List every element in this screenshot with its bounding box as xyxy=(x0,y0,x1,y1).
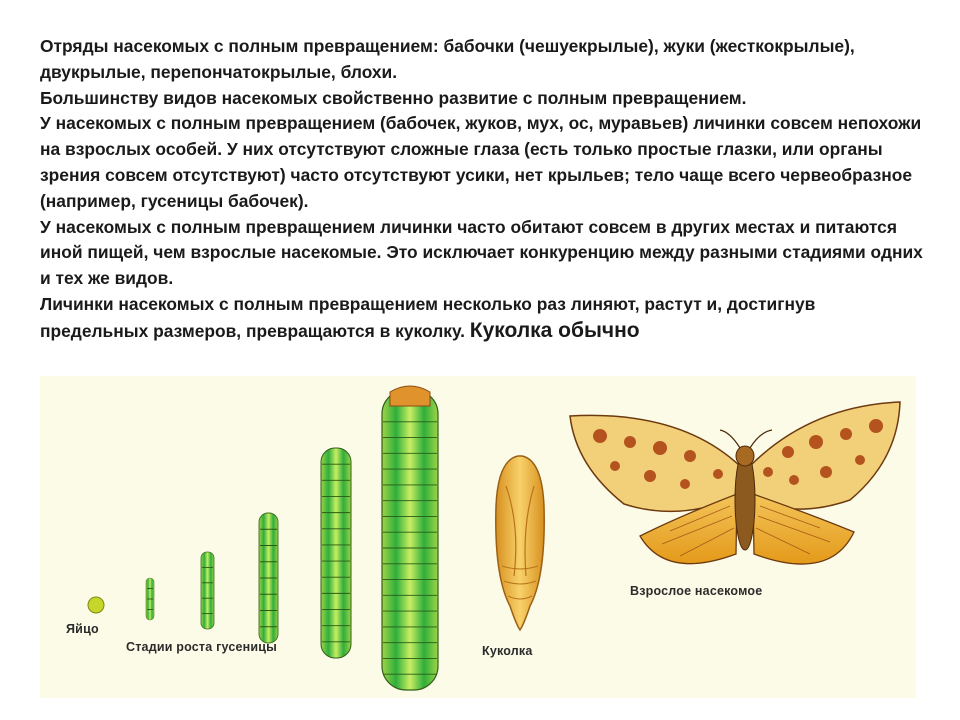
paragraph-habitat: У насекомых с полным превращением личинки часто обитают совсем в других местах и питаются иной пищей, чем взрослые насекомые. Это исключает конкуренцию между разными стадиями одних и тех же видов. xyxy=(40,216,923,289)
paragraph-pupa-main: Личинки насекомых с полным превращением несколько раз линяют, растут и, достигнув предельных размеров, превращаются в куколку. xyxy=(40,293,816,341)
metamorphosis-figure xyxy=(40,376,916,698)
slide-text xyxy=(40,34,925,345)
paragraph-larvae: У насекомых с полным превращением (бабочек, жуков, мух, ос, муравьев) личинки совсем непохожи на взрослых особей. У них отсутствуют сложные глаза (есть только простые глазки, или органы зрения совсем отсутствуют) часто отсутствуют усики, нет крыльев; тело чаще всего червеобразное (например, гусеницы бабочек). xyxy=(40,113,922,211)
paragraph-pupa-big: Куколка обычно xyxy=(469,318,640,342)
caterpillar-stage-2 xyxy=(201,552,214,629)
caterpillar-stage-4 xyxy=(321,448,351,658)
caterpillar-stage-5 xyxy=(382,386,438,690)
paragraph-orders: Отряды насекомых с полным превращением: бабочки (чешуекрылые), жуки (жесткокрылые), двукрылые, перепончатокрылые, блохи. xyxy=(40,36,855,82)
paragraph-common: Большинству видов насекомых свойственно развитие с полным превращением. xyxy=(40,87,747,108)
adult-moth xyxy=(570,402,900,564)
label-caterpillar-stages: Стадии роста гусеницы xyxy=(126,640,278,654)
pupa-shape xyxy=(496,456,544,630)
label-adult: Взрослое насекомое xyxy=(630,584,763,598)
label-pupa: Куколка xyxy=(482,644,533,658)
paragraph-pupa xyxy=(40,292,925,345)
egg-shape xyxy=(88,597,104,613)
label-egg: Яйцо xyxy=(66,622,99,636)
